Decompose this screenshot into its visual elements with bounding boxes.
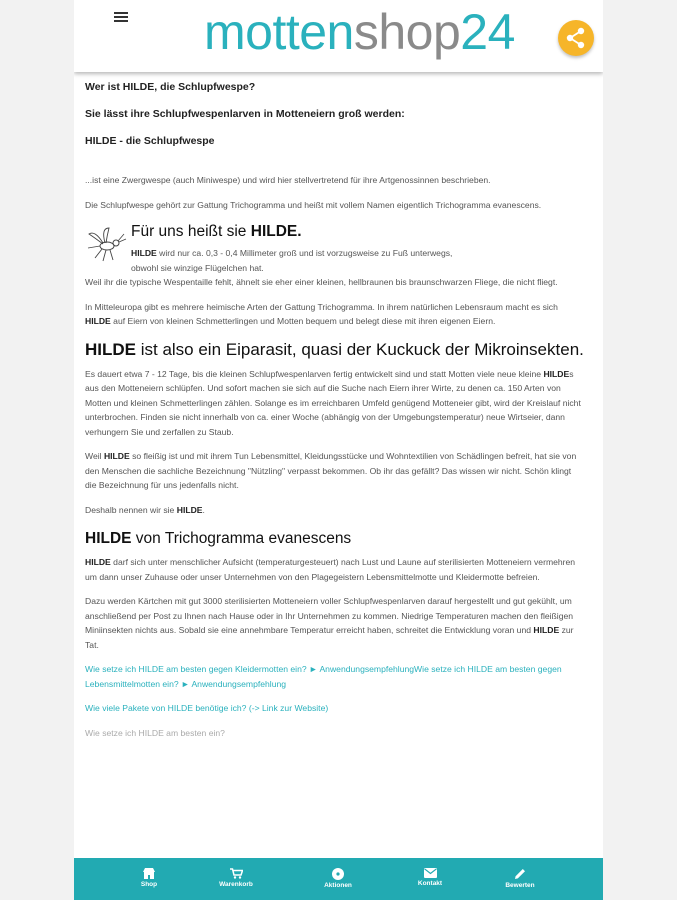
habitat-text-b: auf Eiern von kleinen Schmetterlingen und Motten bequem und belegt diese mit ihren eigenen Eiern. — [110, 316, 496, 326]
hilde-bold: HILDE — [543, 368, 570, 379]
question-3: HILDE - die Schlupfwespe — [85, 135, 215, 147]
hilde-bold: HILDE — [103, 451, 130, 461]
question-1: Wer ist HILDE, die Schlupfwespe? — [85, 81, 256, 93]
hilde-bold: HILDE — [85, 316, 111, 326]
lifecycle-text-a: Es dauert etwa 7 - 12 Tage, bis die kleinen Schlupfwespenlarven fertig entwickelt sind und statt Motten viele neue kleine — [85, 368, 544, 379]
useful-text-b: so fleißig ist und mit ihrem Tun Lebensmittel, Kleidungsstücke und Wohntextilien von Schädlingen befreit, hat sie von den Menschen die sachliche Bezeichnung "Nützling" verpasst bekommen. Ob ihr das gefällt? Das wissen wir nicht. Schön klingt die Bezeichnung für uns jedenfalls nicht. — [85, 451, 577, 490]
trichogramma-heading — [85, 529, 585, 549]
nav-cart[interactable] — [206, 858, 266, 900]
nav-label-cart: Warenkorb — [219, 881, 253, 888]
logo-part-3: 24 — [460, 4, 515, 60]
app-header — [74, 0, 603, 72]
hilde-bold: HILDE — [85, 557, 111, 567]
cards-text-b: zur Tat. — [85, 625, 574, 650]
hilde-intro-block — [85, 222, 585, 290]
hilde-bold: HILDE — [176, 504, 203, 515]
lifecycle-text-b: s aus den Motteneiern schlüpfen. Und sofort machen sie sich auf die Suche nach Eiern ihrer Wirte, zu denen ca. 150 Arten von Motten und kleinen Schmetterlingen zählen. Solange es im erreichbaren Umfeld genügend Motteneier gibt, wird der Kreislauf nicht unterbrochen. Finden sie nicht innerhalb von ca. einer Woche (abhängig von der Umgebungstemperatur) neue Wirtseier, dann verhungern Sie und zerfallen zu Staub. — [85, 368, 581, 437]
mail-icon — [424, 868, 437, 878]
hilde-heading — [131, 222, 585, 242]
page — [74, 0, 603, 900]
nav-aktionen[interactable] — [308, 858, 368, 900]
breeding-text: darf sich unter menschlicher Aufsicht (temperaturgesteuert) nach Lust und Laune auf sterilisierten Motteneiern vermehren um dann unser Zuhause oder unser Unternehmen von den Plagegeistern Lebensmittelmotte und Kleidermotte befreien. — [85, 557, 576, 582]
nav-label-aktionen: Aktionen — [324, 882, 352, 889]
cards-paragraph — [85, 594, 585, 652]
trichogramma-heading-text: von Trichogramma evanescens — [131, 530, 352, 547]
usage-recommendation-link[interactable]: Wie setze ich HILDE am besten gegen Kleidermotten ein? ► AnwendungsempfehlungWie setze ich HILDE am besten gegen Lebensmittelmotten ein? ► Anwendungsempfehlung — [85, 664, 562, 689]
nav-bewerten[interactable] — [490, 858, 550, 900]
logo-part-1: motten — [204, 4, 354, 60]
name-text-b: . — [202, 504, 205, 515]
parasite-heading — [85, 339, 585, 361]
nav-label-bewerten: Bewerten — [505, 882, 535, 889]
nav-shop[interactable] — [119, 858, 179, 900]
size-line — [131, 246, 585, 261]
cards-text-a: Dazu werden Kärtchen mit gut 3000 sterilisierten Motteneiern voller Schlupfwespenlarven darauf hergestellt und gut gekühlt, um anschließend per Post zu Ihnen nach Hause oder in Ihr Unternehmen zu kommen. Niedrige Temperaturen machen den fleißigen Miniinsekten nichts aus. Sobald sie eine annehmbare Temperatur erreicht haben, schreitet die Entwicklung voran und — [85, 596, 574, 635]
share-icon — [558, 20, 594, 56]
habitat-text-a: In Mitteleuropa gibt es mehrere heimische Arten der Gattung Trichogramma. In ihrem natürlichen Lebensraum macht es sich — [85, 301, 558, 312]
hilde-heading-text: Für uns heißt sie — [131, 223, 251, 240]
bottom-navigation — [74, 858, 603, 900]
hilde-bold: HILDE — [85, 339, 136, 359]
logo-part-2: shop — [353, 4, 461, 60]
genus-paragraph: Die Schlupfwespe gehört zur Gattung Trichogramma und heißt mit vollem Namen eigentlich Trichogramma evanescens. — [85, 199, 542, 210]
hilde-bold: HILDE — [533, 625, 560, 635]
intro-paragraph: ...ist eine Zwergwespe (auch Miniwespe) und wird hier stellvertretend für ihre Artgenossinnen beschrieben. — [85, 175, 491, 185]
article — [85, 80, 585, 740]
habitat-paragraph — [85, 300, 585, 329]
partial-text: Wie setze ich HILDE am besten ein? — [85, 727, 225, 738]
logo[interactable] — [204, 2, 515, 62]
lifecycle-paragraph — [85, 367, 585, 440]
useful-paragraph — [85, 449, 585, 493]
breeding-paragraph — [85, 555, 585, 584]
hilde-bold: HILDE — [131, 248, 157, 258]
wings-line: obwohl sie winzige Flügelchen hat. — [131, 262, 264, 273]
hilde-heading-bold: HILDE. — [250, 223, 302, 240]
package-count-link[interactable]: Wie viele Pakete von HILDE benötige ich? (-> Link zur Website) — [85, 703, 329, 713]
nav-label-kontakt: Kontakt — [417, 880, 443, 887]
menu-icon[interactable] — [114, 12, 128, 22]
nav-kontakt[interactable] — [400, 858, 460, 900]
name-text-a: Deshalb nennen wir sie — [85, 504, 177, 515]
size-text: wird nur ca. 0,3 - 0,4 Millimeter groß und ist vorzugsweise zu Fuß unterwegs, — [156, 248, 453, 258]
tag-icon — [332, 868, 344, 880]
cart-icon — [230, 868, 243, 879]
useful-text-a: Weil — [85, 451, 104, 461]
question-2: Sie lässt ihre Schlupfwespenlarven in Motteneiern groß werden: — [85, 108, 405, 120]
waist-paragraph: Weil ihr die typische Wespentaille fehlt, ähnelt sie eher einer kleinen, hellbraunen bis braunschwarzen Fliege, die nicht fliegt. — [85, 277, 558, 287]
name-paragraph — [85, 503, 585, 518]
shop-icon — [143, 868, 155, 879]
share-button[interactable] — [558, 20, 594, 56]
pencil-icon — [514, 868, 526, 880]
parasite-heading-text: ist also ein Eiparasit, quasi der Kuckuck der Mikroinsekten. — [136, 339, 584, 359]
wasp-illustration-icon — [85, 224, 127, 264]
nav-label-shop: Shop — [140, 881, 158, 888]
hilde-bold: HILDE — [85, 530, 132, 547]
